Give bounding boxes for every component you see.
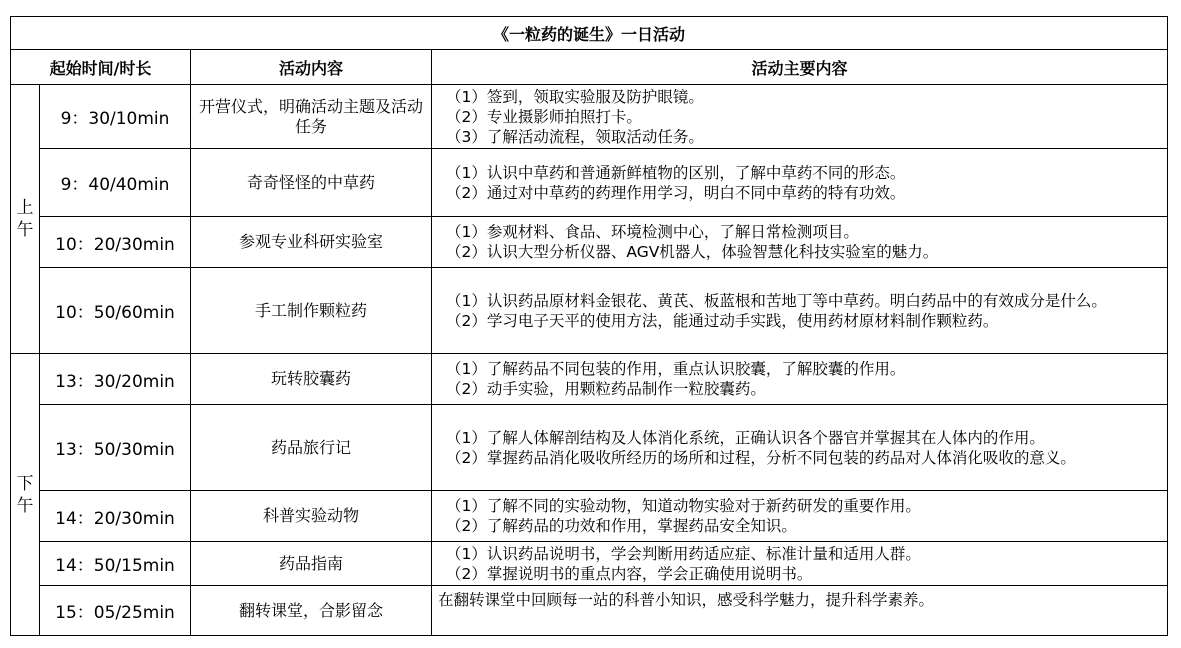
detail-line: 在翻转课堂中回顾每一站的科普小知识，感受科学魅力，提升科学素养。 xyxy=(438,591,935,609)
time-cell: 9：40/40min xyxy=(40,149,191,217)
detail-line: （2）掌握说明书的重点内容，学会正确使用说明书。 xyxy=(446,564,813,583)
time-cell: 13：30/20min xyxy=(40,354,191,405)
period-morning: 上 午 xyxy=(11,85,40,354)
detail-line: （1）参观材料、食品、环境检测中心，了解日常检测项目。 xyxy=(446,223,859,241)
detail-line: （1）认识药品原材料金银花、黄芪、板蓝根和苦地丁等中草药。明白药品中的有效成分是什么。 xyxy=(446,291,1107,310)
time-cell: 14：20/30min xyxy=(40,491,191,542)
detail-line: （2）动手实验，用颗粒药品制作一粒胶囊药。 xyxy=(446,380,766,398)
detail-line: （1）了解不同的实验动物，知道动物实验对于新药研发的重要作用。 xyxy=(446,497,921,515)
time-cell: 13：50/30min xyxy=(40,405,191,491)
detail-line: （3）了解活动流程，领取活动任务。 xyxy=(446,127,704,146)
time-cell: 9：30/10min xyxy=(40,85,191,149)
table-row xyxy=(11,405,1168,491)
activity-cell: 药品旅行记 xyxy=(191,405,432,491)
details-cell xyxy=(432,354,1168,405)
table-title: 《一粒药的诞生》一日活动 xyxy=(11,17,1168,50)
table-row xyxy=(11,586,1168,636)
detail-line: （2）掌握药品消化吸收所经历的场所和过程，分析不同包装的药品对人体消化吸收的意义。 xyxy=(446,448,1076,467)
activity-cell: 手工制作颗粒药 xyxy=(191,268,432,354)
details-cell xyxy=(432,586,1168,636)
detail-line: （1）认识中草药和普通新鲜植物的区别，了解中草药不同的形态。 xyxy=(446,163,906,182)
detail-line: （1）签到，领取实验服及防护眼镜。 xyxy=(446,87,704,106)
activity-cell: 科普实验动物 xyxy=(191,491,432,542)
table-row xyxy=(11,85,1168,149)
table-row xyxy=(11,354,1168,405)
table-row xyxy=(11,542,1168,586)
activity-cell: 翻转课堂，合影留念 xyxy=(191,586,432,636)
table-row xyxy=(11,217,1168,268)
details-cell xyxy=(432,85,1168,149)
activity-cell: 开营仪式，明确活动主题及活动任务 xyxy=(191,85,432,149)
time-cell: 10：20/30min xyxy=(40,217,191,268)
activity-cell: 玩转胶囊药 xyxy=(191,354,432,405)
table-row xyxy=(11,149,1168,217)
header-details: 活动主要内容 xyxy=(432,50,1168,85)
detail-line: （2）了解药品的功效和作用，掌握药品安全知识。 xyxy=(446,517,797,535)
detail-line: （2）专业摄影师拍照打卡。 xyxy=(446,107,642,126)
detail-line: （2）认识大型分析仪器、AGV机器人，体验智慧化科技实验室的魅力。 xyxy=(446,243,939,261)
schedule-table xyxy=(10,16,1168,636)
detail-line: （1）了解人体解剖结构及人体消化系统，正确认识各个器官并掌握其在人体内的作用。 xyxy=(446,428,1045,447)
period-afternoon: 下 午 xyxy=(11,354,40,636)
details-cell xyxy=(432,149,1168,217)
time-cell: 14：50/15min xyxy=(40,542,191,586)
detail-line: （1）了解药品不同包装的作用，重点认识胶囊，了解胶囊的作用。 xyxy=(446,360,906,378)
activity-cell: 参观专业科研实验室 xyxy=(191,217,432,268)
time-cell: 10：50/60min xyxy=(40,268,191,354)
header-time: 起始时间/时长 xyxy=(11,50,191,85)
details-cell xyxy=(432,542,1168,586)
detail-line: （2）通过对中草药的药理作用学习，明白不同中草药的特有功效。 xyxy=(446,183,906,202)
detail-line: （2）学习电子天平的使用方法，能通过动手实践，使用药材原材料制作颗粒药。 xyxy=(446,311,999,330)
table-row xyxy=(11,268,1168,354)
activity-cell: 药品指南 xyxy=(191,542,432,586)
header-activity: 活动内容 xyxy=(191,50,432,85)
activity-cell: 奇奇怪怪的中草药 xyxy=(191,149,432,217)
details-cell xyxy=(432,217,1168,268)
table-row xyxy=(11,491,1168,542)
details-cell xyxy=(432,491,1168,542)
detail-line: （1）认识药品说明书，学会判断用药适应症、标准计量和适用人群。 xyxy=(446,544,921,563)
details-cell xyxy=(432,268,1168,354)
time-cell: 15：05/25min xyxy=(40,586,191,636)
details-cell xyxy=(432,405,1168,491)
